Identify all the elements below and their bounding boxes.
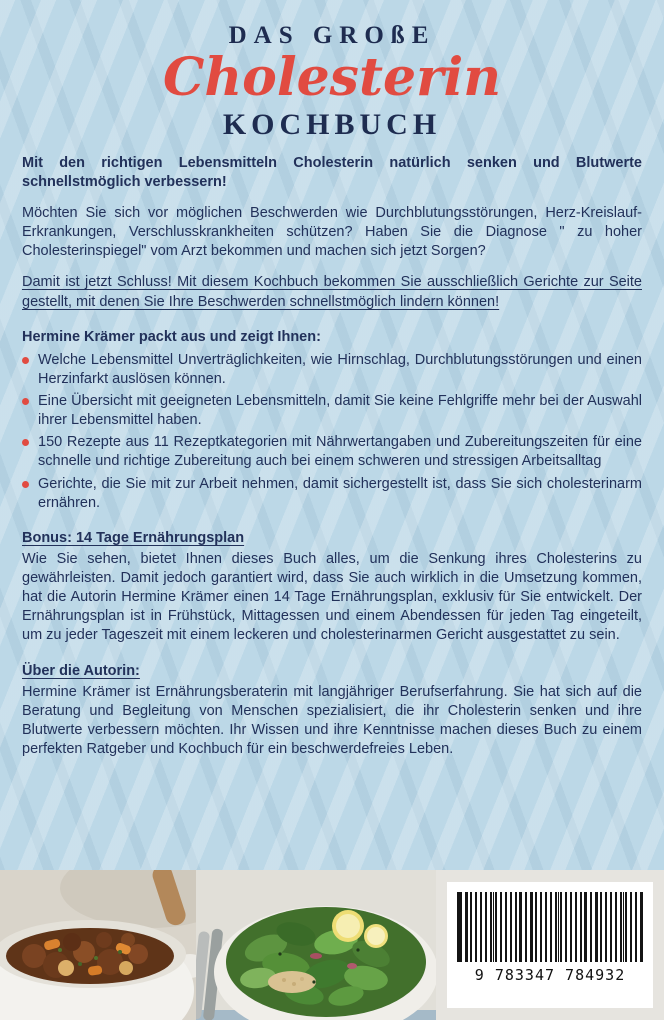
bullet-icon [22, 481, 29, 488]
bullet-icon [22, 357, 29, 364]
title-top: DAS GROßE [228, 22, 436, 49]
bullet-icon [22, 439, 29, 446]
bonus-text: Wie Sie sehen, bietet Ihnen dieses Buch alles, um die Senkung ihres Cholesterins zu gewährleisten. Damit jedoch garantiert wird, dass Sie auch wirklich in die Umsetzung kommen, hat die Autorin Hermine Krämer einen 14 Tage Ernährungsplan, exklusiv für Sie entwickelt. Der Ernährungsplan ist in Frühstück, Mittagessen und einem Abendessen für jeden Tag eingeteilt, um zu jeder Tageszeit mit einem leckeren und cholesterinarmen Gericht ausgestattet zu sein. [22, 550, 642, 644]
barcode-bars-icon [457, 892, 643, 962]
barcode-card [447, 882, 653, 1008]
list-item [22, 475, 642, 513]
list-item-text: Welche Lebensmittel Unverträglichkeiten, wie Hirnschlag, Durchblutungsstörungen und einen Herzinfarkt auslösen können. [38, 351, 642, 387]
benefits-heading: Hermine Krämer packt aus und zeigt Ihnen: [22, 328, 321, 345]
list-item-text: Eine Übersicht mit geeigneten Lebensmitteln, damit Sie keine Fehlgriffe mehr bei der Auswahl ihrer Lebensmittel haben. [38, 393, 642, 429]
list-item [22, 392, 642, 430]
list-item [22, 433, 642, 471]
paragraph-problem: Möchten Sie sich vor möglichen Beschwerden wie Durchblutungsstörungen, Herz-Kreislauf-Erkrankungen, Verschlusskrankheiten schützen? Haben Sie die Diagnose " zu hoher Cholesterinspiegel" vom Arzt bekommen und machen sich jetzt Sorgen? [22, 205, 642, 260]
bullet-icon [22, 398, 29, 405]
list-item-text: 150 Rezepte aus 11 Rezeptkategorien mit Nährwertangaben und Zubereitungszeiten für eine schnelle und richtige Zubereitung auch bei einem schweren und stressigen Arbeitsalltag [38, 434, 642, 470]
stew-pot-photo [0, 870, 196, 1020]
author-text: Hermine Krämer ist Ernährungsberaterin mit langjähriger Berufserfahrung. Sie hat sich auf die Beratung und Begleitung von Menschen spezialisiert, die ihr Cholesterin senken und ihre Blutwerte verbessern möchten. Ihr Wissen und ihre Kenntnisse machen dieses Buch zu einem perfekten Ratgeber und Kochbuch für ein beschwerdefreies Leben. [22, 683, 642, 758]
barcode [436, 870, 664, 1020]
list-item [22, 351, 642, 389]
bonus-heading: Bonus: 14 Tage Ernährungsplan [22, 529, 245, 546]
paragraph-solution: Damit ist jetzt Schluss! Mit diesem Kochbuch bekommen Sie ausschließlich Gerichte zur Seite gestellt, mit denen Sie Ihre Beschwerden schnellstmöglich lindern können! [22, 274, 642, 310]
author-heading: Über die Autorin: [22, 662, 140, 679]
title-script: Cholesterin [162, 47, 502, 108]
barcode-number: 9 783347 784932 [474, 966, 626, 984]
benefits-list [22, 351, 642, 513]
intro-text: Mit den richtigen Lebensmitteln Cholesterin natürlich senken und Blutwerte schnellstmöglich verbessern! [22, 154, 642, 190]
title-bottom: KOCHBUCH [222, 107, 442, 141]
list-item-text: Gerichte, die Sie mit zur Arbeit nehmen, damit sichergestellt ist, dass Sie sich cholesterinarm ernähren. [38, 475, 642, 511]
salad-bowl-photo [196, 870, 436, 1020]
bottom-photo-strip [0, 870, 664, 1020]
